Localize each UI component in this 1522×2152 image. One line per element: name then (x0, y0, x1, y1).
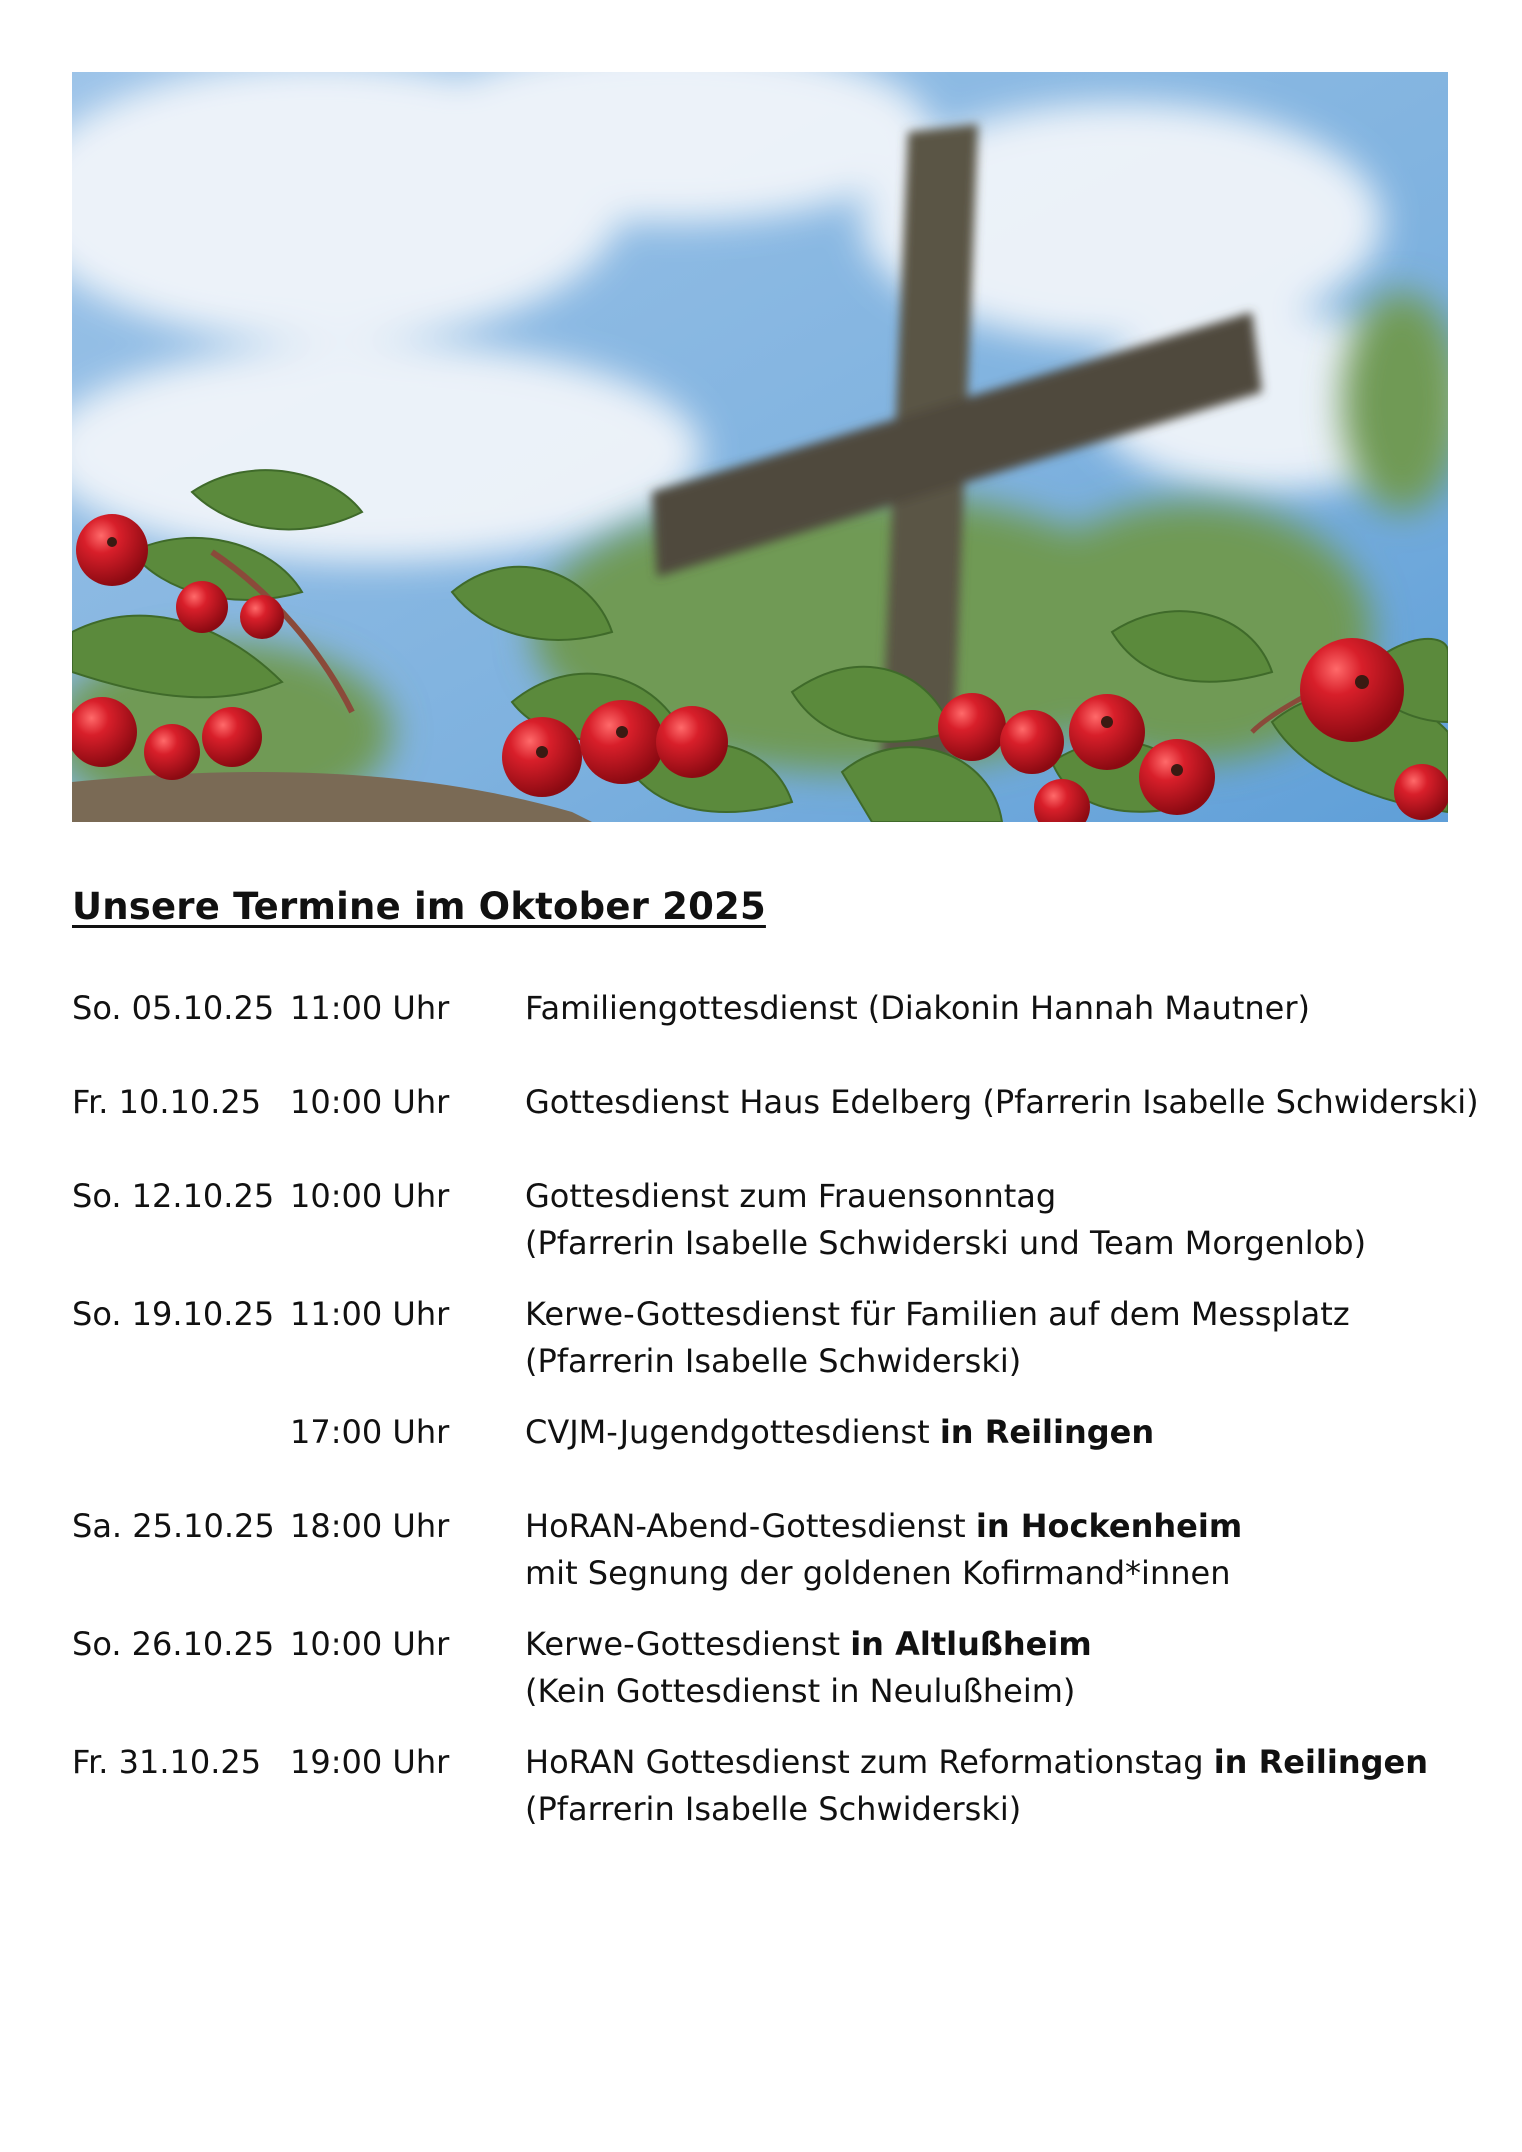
event-time: 10:00 Uhr (290, 1083, 450, 1121)
event-description (525, 985, 1472, 1032)
events-list (72, 985, 1479, 1833)
event-line1: Kerwe-Gottesdienst für Familien auf dem Messplatz (525, 1295, 1350, 1333)
event-line1: Familiengottesdienst (Diakonin Hannah Mautner) (525, 989, 1310, 1027)
event-row (72, 1173, 1472, 1267)
cross-berries-illustration (72, 72, 1448, 822)
event-line1: Gottesdienst Haus Edelberg (Pfarrerin Isabelle Schwiderski) (525, 1083, 1479, 1121)
event-description (525, 1621, 1472, 1715)
event-description (525, 1409, 1472, 1456)
event-description (525, 1503, 1472, 1597)
event-row (72, 1409, 1472, 1456)
page-title: Unsere Termine im Oktober 2025 (72, 885, 766, 928)
event-line1: HoRAN Gottesdienst zum Reformationstag in Reilingen (525, 1743, 1429, 1781)
event-description (525, 1079, 1479, 1126)
event-line1: Kerwe-Gottesdienst in Altlußheim (525, 1625, 1092, 1663)
event-line2: (Pfarrerin Isabelle Schwiderski) (525, 1790, 1022, 1828)
event-time: 11:00 Uhr (290, 989, 450, 1027)
event-row (72, 1621, 1472, 1715)
event-row (72, 1739, 1472, 1833)
event-line1: CVJM-Jugendgottesdienst in Reilingen (525, 1413, 1155, 1451)
event-location: in Reilingen (1213, 1743, 1429, 1781)
event-line2: mit Segnung der goldenen Kofirmand*innen (525, 1554, 1231, 1592)
event-location: in Hockenheim (975, 1507, 1243, 1545)
event-description (525, 1291, 1472, 1385)
event-row (72, 1503, 1472, 1597)
event-line1: HoRAN-Abend-Gottesdienst in Hockenheim (525, 1507, 1243, 1545)
event-time: 18:00 Uhr (290, 1507, 450, 1545)
event-time: 17:00 Uhr (290, 1413, 450, 1451)
event-row (72, 985, 1472, 1032)
hero-image (72, 72, 1448, 822)
event-location: in Altlußheim (850, 1625, 1092, 1663)
event-location: in Reilingen (939, 1413, 1155, 1451)
event-description (525, 1739, 1472, 1833)
event-line1: Gottesdienst zum Frauensonntag (525, 1177, 1057, 1215)
event-line2: (Pfarrerin Isabelle Schwiderski und Team Morgenlob) (525, 1224, 1367, 1262)
event-date: Sa. 25.10.25 (72, 1507, 275, 1545)
event-row (72, 1079, 1479, 1126)
event-line2: (Pfarrerin Isabelle Schwiderski) (525, 1342, 1022, 1380)
event-date: So. 12.10.25 (72, 1177, 275, 1215)
event-date: So. 05.10.25 (72, 989, 275, 1027)
event-time: 10:00 Uhr (290, 1625, 450, 1663)
event-line2: (Kein Gottesdienst in Neulußheim) (525, 1672, 1076, 1710)
event-time: 11:00 Uhr (290, 1295, 450, 1333)
event-description (525, 1173, 1472, 1267)
event-date: So. 19.10.25 (72, 1295, 275, 1333)
event-date: Fr. 31.10.25 (72, 1743, 262, 1781)
event-time: 10:00 Uhr (290, 1177, 450, 1215)
event-time: 19:00 Uhr (290, 1743, 450, 1781)
event-date: So. 26.10.25 (72, 1625, 275, 1663)
event-row (72, 1291, 1472, 1385)
event-date: Fr. 10.10.25 (72, 1083, 262, 1121)
